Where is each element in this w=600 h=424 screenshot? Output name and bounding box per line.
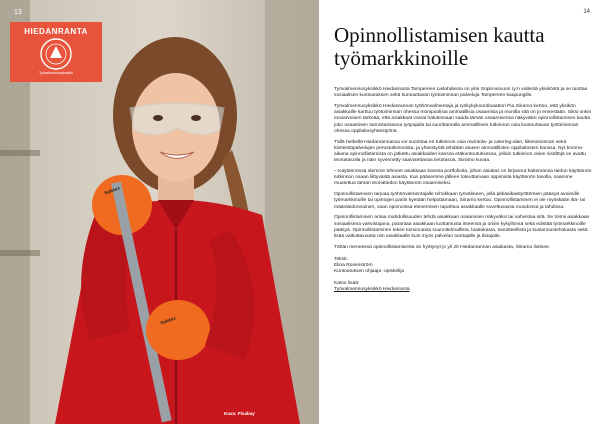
photo-credit: Kuva: Pixabay (224, 411, 255, 416)
paragraph-3: Tällä hetkellä Hiedanrannassa voi suorittaa eri tutkinnon osia ravintola- ja catering-alan, liiketoiminnan sekä kiinteistöpalvelujen perustutkinnoista, ja yhteistyötä tehdään alueen ammatillisten oppilaitosten kanssa. Nyt korona-aikana opinnollistamista on jatkettu asiakkaiden kanssa etäkuntoutuksessa, jolloin tutkinnon osien sisältöjä on avattu teoriatasolla ja näin syvennetty saavutettavaa tietotasoa, Siiramo kuvaa. (334, 139, 587, 164)
article-page (319, 0, 600, 424)
paragraph-2: Työvalmennusyksikkö Hiedanrannan työhönvalmentaja ja työkykykoordinaattori Pia Siiramo kertoo, että yksikön asiakkaille karttuu työtoiminnan ohessa monipuolisia ammatillisia osaamisia ja monilla sitä on jo ennestään. Siksi onkin ensiarvoisen tärkeää, että asiakkaat voivat halutessaan saada tämän osaamisensa näkyväksi opinnollistamisen kautta joko osaamisen tunnistamisena työpajalla tai suorittamalla ammatillisen tutkinnon osia kuntouttavan työtoiminnan ohessa oppilaitosyhteistyönä. (334, 104, 592, 134)
page-number-left: 13 (14, 9, 22, 16)
hiedanranta-link[interactable]: Työvalmennusyksikkö Hiedanranta (334, 286, 410, 292)
author-name: Elina Rosenström (334, 263, 373, 269)
author-role: Kuntoutuksen ohjaaja -opiskelija (334, 269, 405, 275)
logo-name: HIEDANRANTA (24, 27, 88, 36)
logo-tagline: Työvalmennusyksikkö (38, 71, 74, 75)
author-block (334, 257, 592, 276)
article-title: Opinnollistamisen kautta työmarkkinoille (334, 23, 545, 70)
paragraph-1: Työvalmennusyksikkö Hiedanranta Tampereen Lielahdessa on yksi Sopimusvuori ry:n viidestä yksiköstä ja se tuottaa sosiaalisen kuntoutuksen sekä kuntouttavan työtoiminnan palveluja Tampereen kaupungille. (334, 87, 588, 99)
paragraph-6: Opinnollistaminen antaa mahdollisuuden tehdä asiakkaan osaamisen näkyväksi tai vahvistaa sitä. Se toimii asiakkaan sosiaalisena vahvistajana, parantaa asiakkaan luottamusta itseensä ja omiin kykyihinsä sekä edistää työmarkkinoille pääsyä. Opinnollistaminen tekee toiminnasta suunnitelmallista, laadukasta, tavoitteellista ja kustannustehokasta sekä lisää vaikuttavuutta niin asiakkaalle kuin myös palvelun tuottajalle ja tilaajalle. (334, 215, 590, 240)
author-label: Teksti: (334, 257, 348, 263)
more-label: Katso lisää: (334, 280, 360, 286)
glove-brand-lower: Safetex (159, 315, 177, 326)
paragraph-5: Opinnollistaminen tarjoaa työhönvalmentajalle tehokkaan työvälineen, jolla pitkäaikaistyöttömien pääsyä avoimille työmarkkinoille tai opintojen pariin kyetään helpottamaan, Siiramo kertoo. Opinnollistaminen ei ole myöskään ikä- tai määräsidonnainen, vaan opinnoissa etenemisen tapahtuu asiakkaalle soveltuvassa muodossa ja tahdissa. (334, 192, 586, 210)
hiedanranta-logo (10, 22, 102, 82)
glove-brand-upper: Safetex (103, 185, 121, 196)
article-body (334, 87, 592, 293)
page-number-right: 14 (583, 9, 590, 15)
more-info-block (334, 281, 592, 293)
paragraph-4: – Käytännössä olemme tehneet asiakkaan kanssa portfolioita, johon asiakas on kirjannut hakemansa tiedon käytännön tutkinnon osaan liittyvästä asiasta. Kun pääsemme jälleen toteuttamaan oppimista käytännön tasolla, saamme muutettua tämän teoriatiedon käytännön osaamiseksi. (334, 169, 592, 187)
paragraph-7: Tähän mennessä opinnollistamisesta on hyötynyt jo yli 20 Hiedanrannan asiakasta, Siiramo iloitsee. (334, 244, 551, 250)
